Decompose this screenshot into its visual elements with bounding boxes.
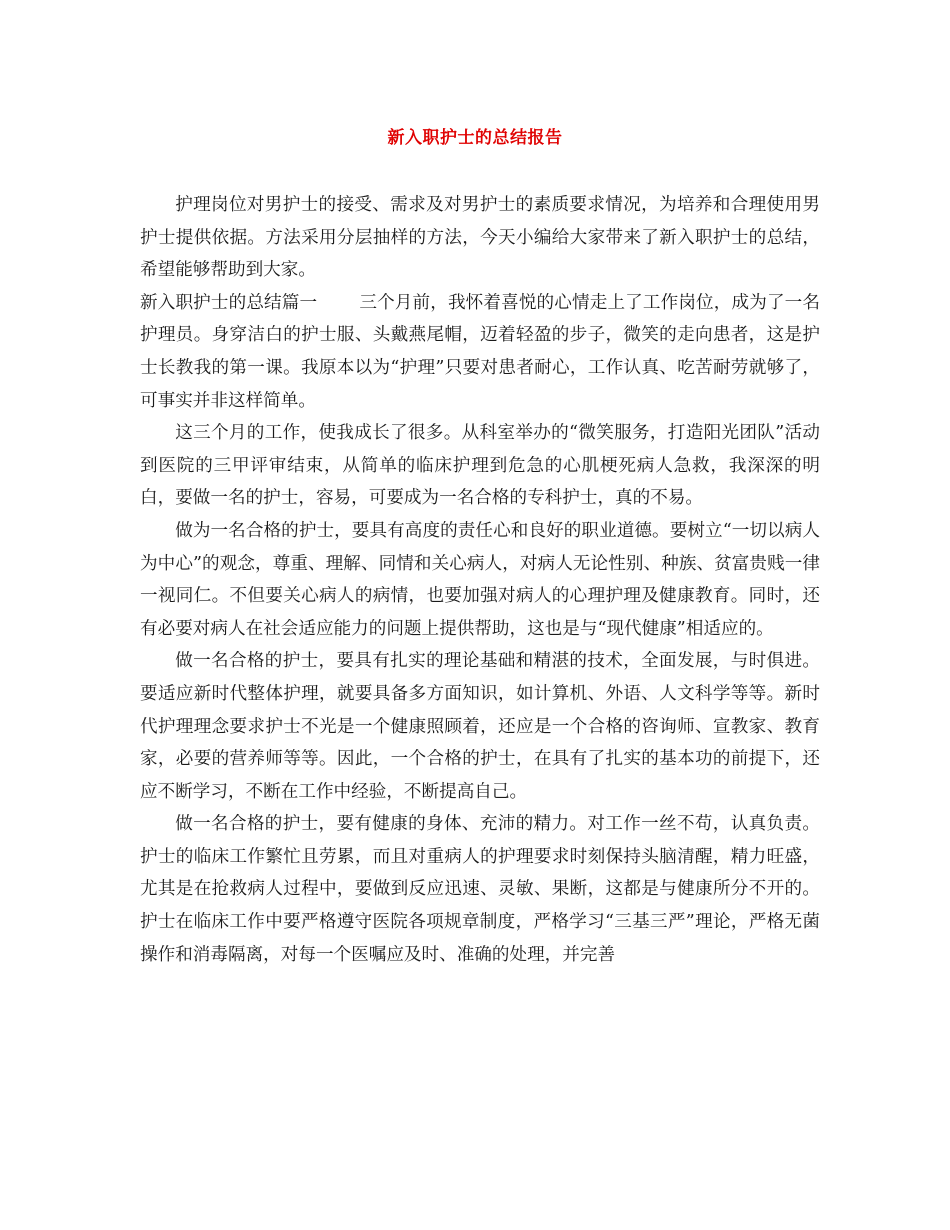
section-paragraph <box>140 287 820 417</box>
document-body <box>140 189 820 971</box>
section-text: 三个月前，我怀着喜悦的心情走上了工作岗位，成为了一名护理员。身穿洁白的护士服、头戴燕尾帽，迈着轻盈的步子，微笑的走向患者，这是护士长教我的第一课。我原本以为“护理”只要对患者耐心，工作认真、吃苦耐劳就够了，可事实并非这样简单。 <box>140 292 820 411</box>
body-paragraph-2: 做为一名合格的护士，要具有高度的责任心和良好的职业道德。要树立“一切以病人为中心”的观念，尊重、理解、同情和关心病人，对病人无论性别、种族、贫富贵贱一律一视同仁。不但要关心病人的病情，也要加强对病人的心理护理及健康教育。同时，还有必要对病人在社会适应能力的问题上提供帮助，这也是与“现代健康”相适应的。 <box>140 520 820 639</box>
body-paragraph-3: 做一名合格的护士，要具有扎实的理论基础和精湛的技术，全面发展，与时俱进。要适应新时代整体护理，就要具备多方面知识，如计算机、外语、人文科学等等。新时代护理理念要求护士不光是一个健康照顾着，还应是一个合格的咨询师、宣教家、教育家，必要的营养师等等。因此，一个合格的护士，在具有了扎实的基本功的前提下，还应不断学习，不断在工作中经验，不断提高自己。 <box>140 651 820 802</box>
section-heading: 新入职护士的总结篇一 <box>140 292 318 313</box>
document-title: 新入职护士的总结报告 <box>387 128 563 148</box>
intro-paragraph: 护理岗位对男护士的接受、需求及对男护士的素质要求情况，为培养和合理使用男护士提供依据。方法采用分层抽样的方法，今天小编给大家带来了新入职护士的总结，希望能够帮助到大家。 <box>140 195 820 281</box>
body-paragraph-1: 这三个月的工作，使我成长了很多。从科室举办的“微笑服务，打造阳光团队”活动到医院的三甲评审结束，从简单的临床护理到危急的心肌梗死病人急救，我深深的明白，要做一名的护士，容易，可要成为一名合格的专科护士，真的不易。 <box>140 423 820 509</box>
body-paragraph-4: 做一名合格的护士，要有健康的身体、充沛的精力。对工作一丝不苟，认真负责。护士的临床工作繁忙且劳累，而且对重病人的护理要求时刻保持头脑清醒，精力旺盛，尤其是在抢救病人过程中，要做到反应迅速、灵敏、果断，这都是与健康所分不开的。护士在临床工作中要严格遵守医院各项规章制度，严格学习“三基三严”理论，严格无菌操作和消毒隔离，对每一个医嘱应及时、准确的处理，并完善 <box>140 814 820 965</box>
